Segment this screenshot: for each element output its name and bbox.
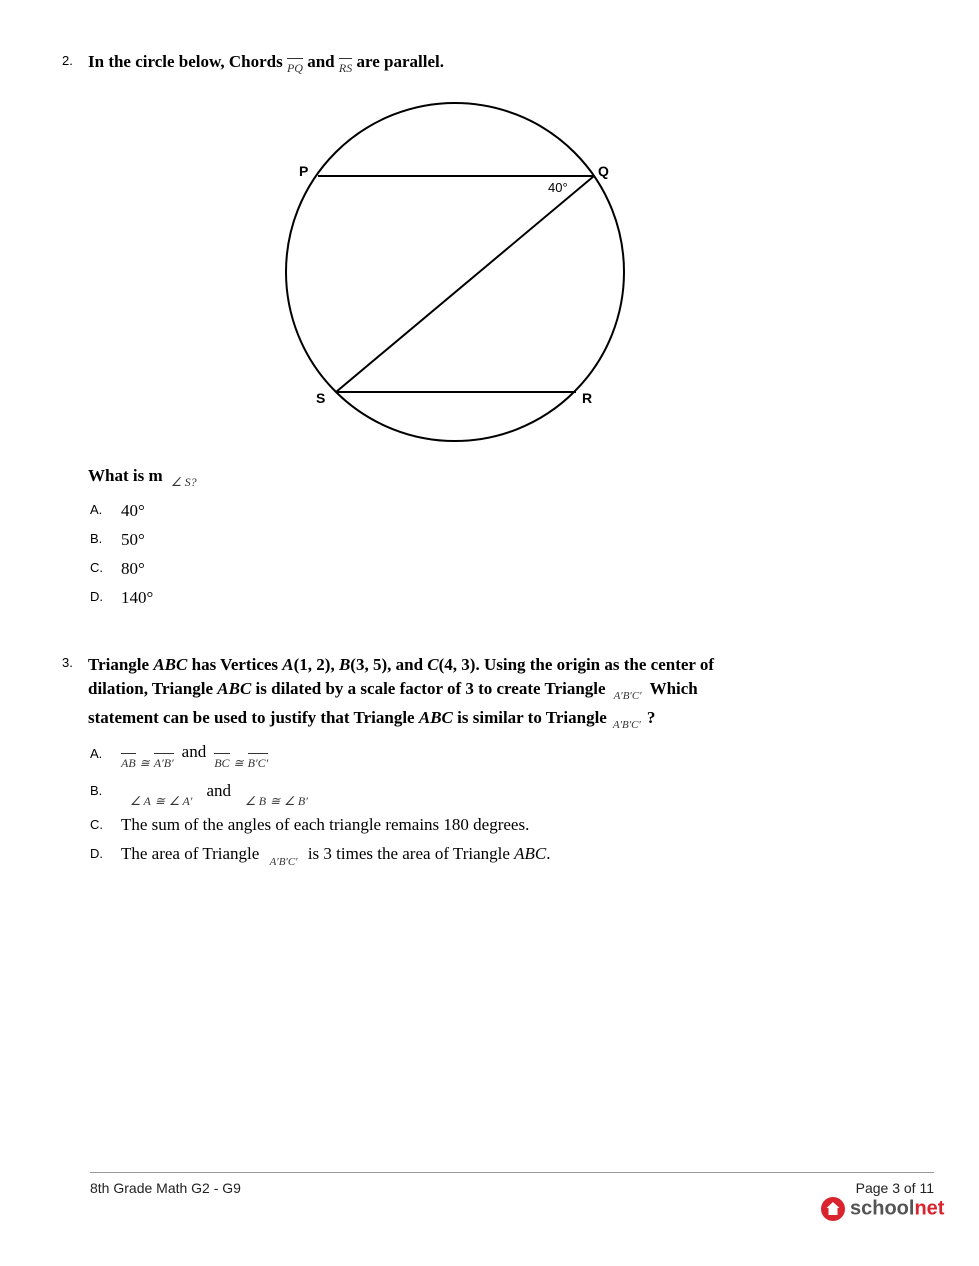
choice-letter: C. xyxy=(90,560,103,575)
stem-and: and xyxy=(307,52,335,71)
choice-letter: A. xyxy=(90,502,103,517)
stem-text: is dilated by a scale factor of 3 to create Triangle xyxy=(251,679,606,698)
choice-b[interactable] xyxy=(130,781,308,808)
stem-text: ? xyxy=(646,708,656,727)
question-3-number: 3. xyxy=(62,655,73,670)
stem-text: statement can be used to justify that Triangle xyxy=(88,708,419,727)
point-r-label: R xyxy=(582,390,593,406)
point-q-label: Q xyxy=(598,163,609,179)
page-number: Page 3 of 11 xyxy=(855,1180,934,1196)
congruent-symbol: ≅ xyxy=(233,756,244,770)
stem-suffix: are parallel. xyxy=(356,52,444,71)
question-2-prompt xyxy=(88,461,197,492)
choice-d[interactable]: 140° xyxy=(121,588,154,607)
segment-bc-prime: B′C′ xyxy=(248,753,269,770)
triangle-abc: ABC xyxy=(153,655,188,674)
choice-letter: D. xyxy=(90,846,103,861)
choice-d[interactable] xyxy=(121,844,551,868)
choice-b[interactable]: 50° xyxy=(121,530,145,549)
stem-line-1 xyxy=(88,650,808,674)
choice-c[interactable]: The sum of the angles of each triangle remains 180 degrees. xyxy=(121,815,530,834)
prompt-text: What is m xyxy=(88,466,163,485)
congruent-symbol: ≅ xyxy=(139,756,150,770)
segment-ab-prime: A′B′ xyxy=(154,753,174,770)
segment-bc: BC xyxy=(214,753,229,770)
footer-title: 8th Grade Math G2 - G9 xyxy=(90,1180,241,1196)
angle-a: ∠ A xyxy=(130,794,151,808)
triangle-abc: ABC xyxy=(217,679,252,698)
angle-a-prime: ∠ A′ xyxy=(168,794,193,808)
schoolnet-logo xyxy=(820,1196,944,1222)
vertex-a-coords: (1, 2), xyxy=(293,655,339,674)
footer-rule xyxy=(90,1172,934,1173)
question-2-stem xyxy=(88,47,444,78)
and-text: and xyxy=(181,742,207,761)
chord-qs-line xyxy=(336,176,594,392)
vertex-a: A xyxy=(282,655,294,674)
chord-pq: PQ xyxy=(287,58,303,75)
choice-letter: C. xyxy=(90,817,103,832)
triangle-prime: A′B′C′ xyxy=(612,719,641,731)
segment-ab: AB xyxy=(121,753,136,770)
stem-text: is similar to Triangle xyxy=(452,708,607,727)
stem-line-2 xyxy=(88,674,808,703)
choice-letter: B. xyxy=(90,783,103,798)
congruent-symbol: ≅ xyxy=(270,794,281,808)
choice-d-end: . xyxy=(546,844,551,863)
angle-b: ∠ B xyxy=(244,794,267,808)
vertex-c: C xyxy=(427,655,439,674)
triangle-prime: A′B′C′ xyxy=(613,690,642,702)
house-icon xyxy=(820,1196,846,1222)
and-text: and xyxy=(206,781,231,800)
chord-rs: RS xyxy=(339,58,352,75)
triangle-abc: ABC xyxy=(514,844,547,863)
angle-b-prime: ∠ B′ xyxy=(284,794,308,808)
brand-school: school xyxy=(850,1197,915,1220)
choice-a[interactable]: 40° xyxy=(121,501,145,520)
choice-letter: A. xyxy=(90,746,103,761)
circle-figure xyxy=(270,95,640,455)
choice-a[interactable] xyxy=(121,742,269,770)
stem-line-3 xyxy=(88,703,808,735)
brand-net: net xyxy=(914,1197,945,1220)
choice-d-text: The area of Triangle xyxy=(121,844,260,863)
choice-d-text: is 3 times the area of Triangle xyxy=(307,844,515,863)
triangle-abc: ABC xyxy=(418,708,453,727)
vertex-b-coords: (3, 5), and xyxy=(350,655,428,674)
question-2-number: 2. xyxy=(62,53,73,68)
point-s-label: S xyxy=(316,390,326,406)
vertex-b: B xyxy=(338,655,351,674)
stem-text: dilation, Triangle xyxy=(88,679,218,698)
prompt-angle: ∠ S? xyxy=(170,475,197,489)
choice-letter: D. xyxy=(90,589,103,604)
question-3-stem xyxy=(88,650,808,735)
stem-text: has Vertices xyxy=(187,655,283,674)
choice-letter: B. xyxy=(90,531,103,546)
stem-prefix: In the circle below, Chords xyxy=(88,52,283,71)
choice-c[interactable]: 80° xyxy=(121,559,145,578)
stem-text: Triangle xyxy=(88,655,154,674)
angle-label: 40° xyxy=(548,180,568,195)
point-p-label: P xyxy=(299,163,309,179)
triangle-prime: A′B′C′ xyxy=(269,856,298,868)
stem-text: Which xyxy=(649,679,698,698)
congruent-symbol: ≅ xyxy=(154,794,165,808)
vertex-c-coords: (4, 3). Using the origin as the center of xyxy=(438,655,715,674)
